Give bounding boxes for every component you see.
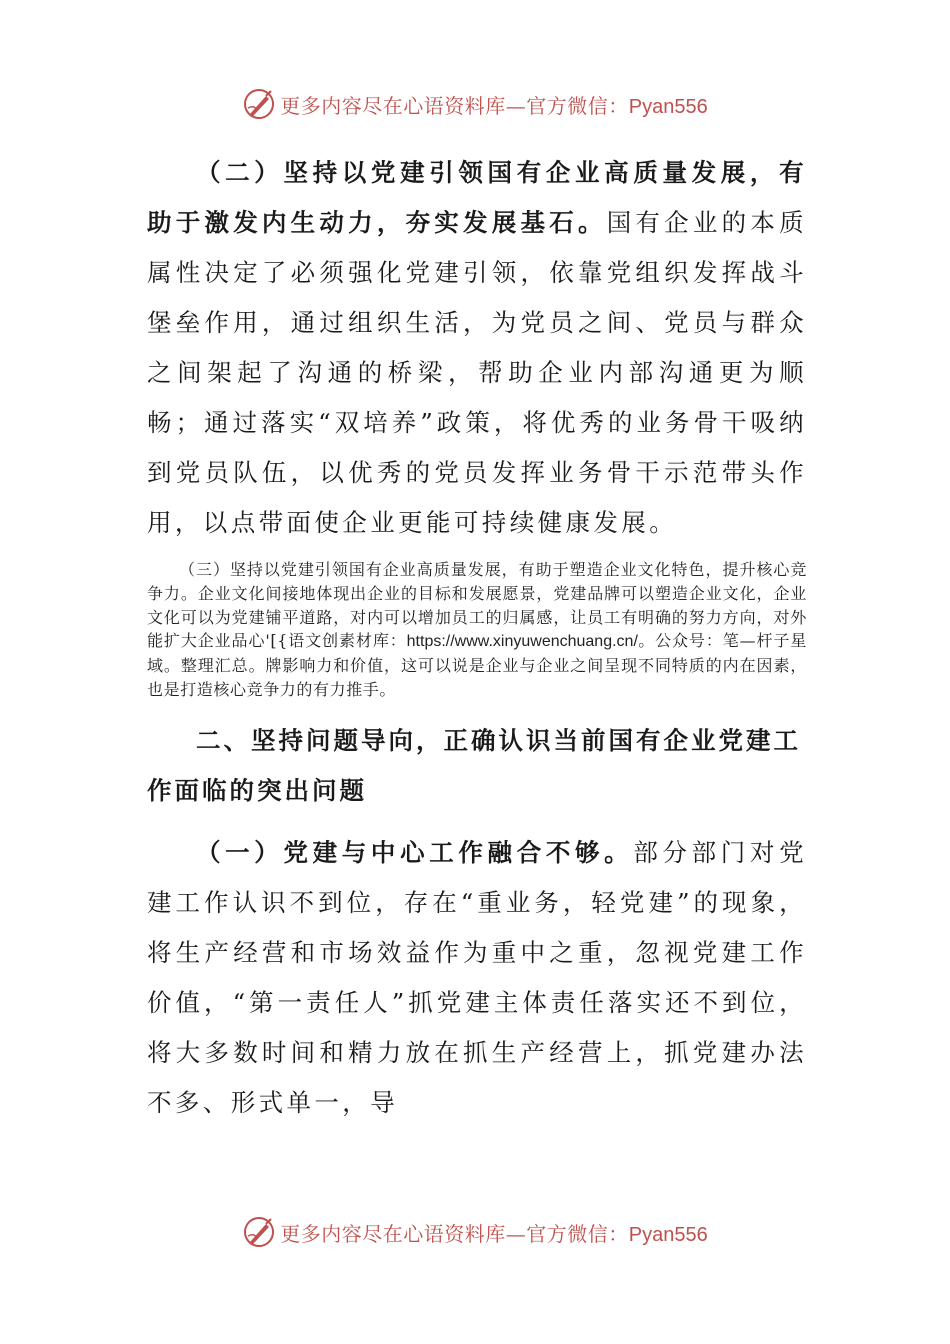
section-heading-2: 二、坚持问题导向，正确认识当前国有企业党建工作面临的突出问题: [147, 725, 801, 805]
paragraph-body: 部分部门对党建工作认识不到位，存在“重业务，轻党建”的现象，将生产经营和市场效益作为重中之重，忽视党建工作价值，“第一责任人”抓党建主体责任落实还不到位，将大多数时间和精力放在抓生产经营上，抓党建办法不多、形式单一，导: [147, 837, 808, 1117]
paragraph-section-3-small: [147, 558, 807, 702]
footer-wechat-id: Pyan556: [628, 1223, 708, 1246]
paragraph-body: 国有企业的本质属性决定了必须强化党建引领，依靠党组织发挥战斗堡垒作用，通过组织生活，为党员之间、党员与群众之间架起了沟通的桥梁，帮助企业内部沟通更为顺畅；通过落实“双培养”政策，将优秀的业务骨干吸纳到党员队伍，以优秀的党员发挥业务骨干示范带头作用，以点带面使企业更能可持续健康发展。: [147, 208, 807, 537]
page-footer-banner: [0, 1212, 950, 1252]
page-header-banner: [0, 84, 950, 124]
paragraph-text-part-b: 。公众号：笔—杆子星域。整理汇总。牌影响力和价值，这可以说是企业与企业之间呈现不同特质的内在因素，也是打造核心竞争力的有力推手。: [147, 631, 807, 699]
quill-pen-logo-icon: [242, 1215, 276, 1249]
document-body: [147, 148, 807, 1128]
header-text: 更多内容尽在心语资料库—官方微信：Pyan556: [280, 93, 708, 118]
paragraph-text-part-a: （三）坚持以党建引领国有企业高质量发展，有助于塑造企业文化特色，提升核心竞争力。企业文化间接地体现出企业的目标和发展愿景，党建品牌可以塑造企业文化，企业文化可以为党建铺平道路，对内可以增加员工的归属感，让员工有明确的努力方向，对外能扩大企业品心'[{语文创素材库：: [147, 560, 807, 651]
paragraph-section-2: [147, 148, 807, 548]
paragraph-lead-bold: （一）党建与中心工作融合不够。: [196, 837, 634, 867]
paragraph-lead-bold: （二）坚持以党建引领国有企业高质量发展，有助于激发内生动力，夯实发展基石。: [147, 158, 807, 237]
footer-text: 更多内容尽在心语资料库—官方微信：Pyan556: [280, 1221, 708, 1246]
paragraph-subsection-1: [147, 828, 807, 1128]
header-wechat-id: Pyan556: [628, 95, 708, 118]
source-url-text: https://www.xinyuwenchuang.cn/: [406, 633, 638, 651]
quill-pen-logo-icon: [242, 87, 276, 121]
